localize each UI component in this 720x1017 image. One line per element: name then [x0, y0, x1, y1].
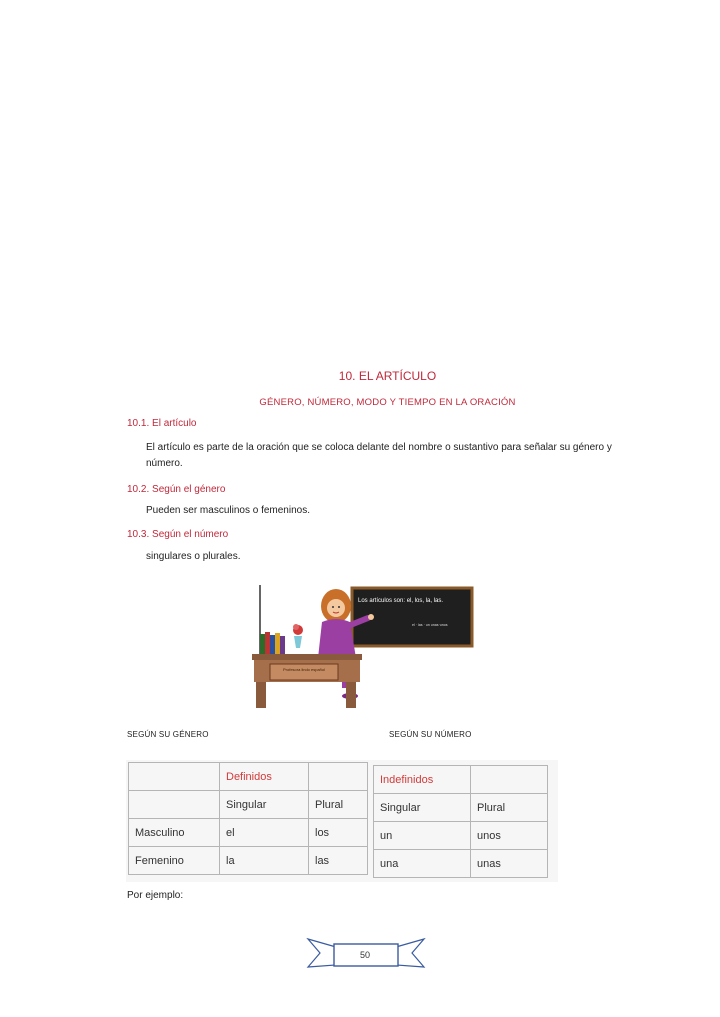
blackboard-small-text: el · las · un unas·unos — [412, 623, 448, 627]
table-row — [374, 822, 548, 850]
table-cell: los — [309, 819, 368, 847]
table-cell: unas — [471, 850, 548, 878]
table-cell: una — [374, 850, 471, 878]
label-by-number: SEGÚN SU NÚMERO — [389, 730, 472, 739]
desk-sign-text: Profesora lindo español — [282, 667, 326, 672]
example-label: Por ejemplo: — [127, 890, 184, 901]
table-row — [129, 791, 368, 819]
page-title: 10. EL ARTÍCULO — [338, 369, 437, 383]
table-row — [129, 819, 368, 847]
teacher-illustration — [240, 580, 480, 715]
section-heading-genero: 10.2. Según el género — [127, 484, 226, 495]
row-label: Femenino — [129, 847, 220, 875]
table-cell: el — [220, 819, 309, 847]
table-cell: unos — [471, 822, 548, 850]
section-body-numero: singulares o plurales. — [146, 551, 241, 562]
page-number: 50 — [359, 950, 370, 960]
table-cell: la — [220, 847, 309, 875]
table-row — [129, 763, 368, 791]
definidos-header: Definidos — [220, 763, 309, 791]
section-body-articulo: El artículo es parte de la oración que se coloca delante del nombre o sustantivo para señalar su género y número. — [146, 442, 612, 469]
section-heading-articulo: 10.1. El artículo — [127, 418, 197, 429]
blackboard-text: Los artículos son: el, los, la, las. — [358, 598, 444, 604]
table-row — [374, 766, 548, 794]
definidos-col-singular: Singular — [220, 791, 309, 819]
section-body-genero: Pueden ser masculinos o femeninos. — [146, 505, 310, 516]
section-heading-numero: 10.3. Según el número — [127, 529, 229, 540]
table-row — [374, 794, 548, 822]
indefinidos-col-plural: Plural — [471, 794, 548, 822]
row-label: Masculino — [129, 819, 220, 847]
definidos-col-plural: Plural — [309, 791, 368, 819]
indefinidos-header: Indefinidos — [374, 766, 471, 794]
table-cell: un — [374, 822, 471, 850]
label-by-gender: SEGÚN SU GÉNERO — [127, 730, 209, 739]
indefinidos-col-singular: Singular — [374, 794, 471, 822]
table-cell: las — [309, 847, 368, 875]
indefinidos-table — [373, 765, 548, 878]
table-row — [374, 850, 548, 878]
table-row — [129, 847, 368, 875]
definidos-table — [128, 762, 368, 875]
page-subtitle: GÉNERO, NÚMERO, MODO Y TIEMPO EN LA ORACIÓN — [259, 397, 516, 408]
